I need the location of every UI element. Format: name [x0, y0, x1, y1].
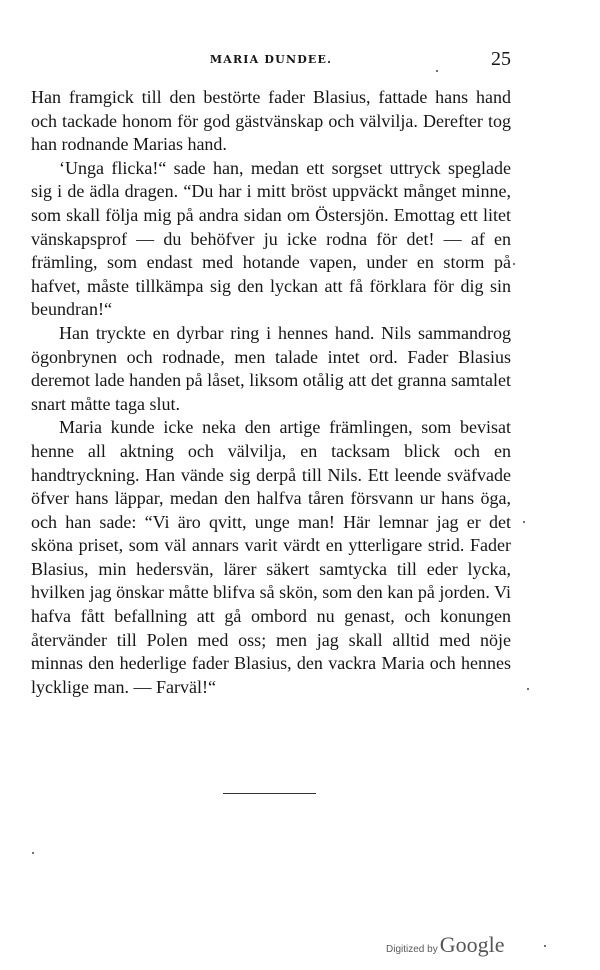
section-divider [223, 793, 316, 794]
watermark-prefix: Digitized by [386, 944, 438, 955]
scan-speck [523, 521, 525, 523]
page-number: 25 [491, 48, 511, 70]
scan-speck [513, 263, 515, 265]
scan-speck [527, 688, 529, 690]
running-title: MARIA DUNDEE. [209, 53, 333, 66]
watermark-brand: Google [439, 932, 505, 957]
paragraph: Han tryckte en dyrbar ring i hennes hand. Nils sammandrog ögonbrynen och rodnade, men talade intet ord. Fader Blasius deremot lade handen på låset, liksom otålig att det granna samtalet snart måtte taga slut. [31, 322, 511, 414]
body-text [31, 86, 511, 699]
scan-speck [436, 70, 438, 72]
running-head [31, 50, 511, 70]
scan-speck [544, 945, 546, 947]
paragraph: Maria kunde icke neka den artige främlingen, som bevisat henne all aktning och välvilja, en tacksam blick och en handtryckning. Han vände sig derpå till Nils. Ett leende sväfvade öfver hans läppar, medan den halfva tåren försvann ur hans öga, och han sade: “Vi äro qvitt, unge man! Här lemnar jag er det sköna priset, som väl annars varit värdt en ytterligare strid. Fader Blasius, min hedersvän, lärer säkert samtycka till eder lycka, hvilken jag önskar måtte blifva så skön, som den kan på jorden. Vi hafva fått befallning att gå ombord nu genast, och konungen återvänder till Polen med oss; men jag skall alltid med nöje minnas den hederlige fader Blasius, den vackra Maria och hennes lycklige man. — Farväl!“ [31, 417, 511, 697]
paragraph: Han framgick till den bestörte fader Blasius, fattade hans hand och tackade honom för god gästvänskap och välvilja. Derefter tog han rodnande Marias hand. [31, 87, 511, 155]
paragraph: ‘Unga flicka!“ sade han, medan ett sorgset uttryck speglade sig i de ädla dragen. “Du har i mitt bröst uppväckt månget minne, som skall följa mig på andra sidan om Östersjön. Emottag ett litet vänskapsprof — du behöfver ju icke rodna för det! — af en främling, som endast med hotande vapen, under en storm på hafvet, måste tillkämpa sig den lyckan att få förklara för dig sin beundran!“ [31, 157, 511, 320]
scan-speck [32, 852, 34, 854]
digitization-watermark [386, 932, 504, 964]
